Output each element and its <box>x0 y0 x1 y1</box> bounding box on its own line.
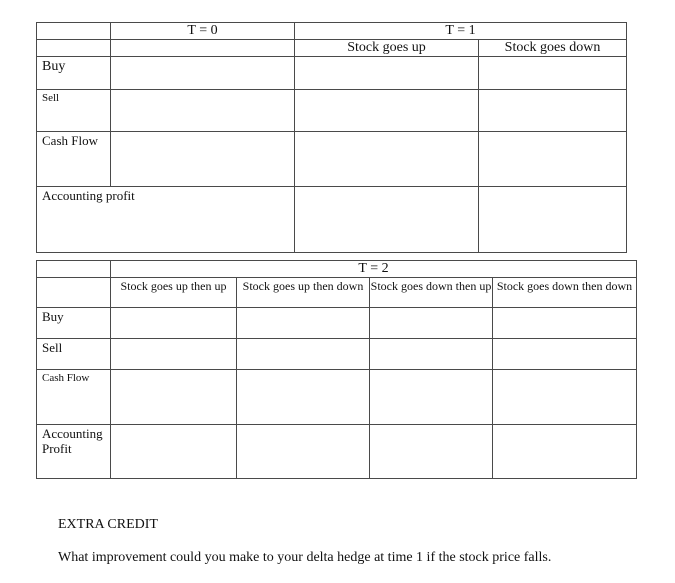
row-label-buy: Buy <box>37 308 111 339</box>
answer-cell[interactable] <box>111 90 295 132</box>
header-t1: T = 1 <box>295 23 627 40</box>
answer-cell[interactable] <box>111 339 237 370</box>
answer-cell[interactable] <box>295 187 479 253</box>
answer-cell[interactable] <box>370 370 493 425</box>
blank-cell <box>37 23 111 40</box>
answer-cell[interactable] <box>479 90 627 132</box>
header-stock-up: Stock goes up <box>295 40 479 57</box>
answer-cell[interactable] <box>111 308 237 339</box>
extra-credit-heading: EXTRA CREDIT <box>58 517 158 532</box>
row-label-buy: Buy <box>37 57 111 90</box>
answer-cell[interactable] <box>237 425 370 479</box>
answer-cell[interactable] <box>370 308 493 339</box>
header-t0: T = 0 <box>111 23 295 40</box>
answer-cell[interactable] <box>370 339 493 370</box>
answer-cell[interactable] <box>493 339 637 370</box>
answer-cell[interactable] <box>237 339 370 370</box>
blank-cell <box>111 40 295 57</box>
answer-cell[interactable] <box>493 425 637 479</box>
row-label-sell: Sell <box>37 339 111 370</box>
blank-cell <box>37 40 111 57</box>
answer-cell[interactable] <box>111 370 237 425</box>
answer-cell[interactable] <box>370 425 493 479</box>
answer-cell[interactable] <box>111 132 295 187</box>
header-up-then-down: Stock goes up then down <box>237 278 370 308</box>
header-down-then-up: Stock goes down then up <box>370 278 493 308</box>
header-up-then-up: Stock goes up then up <box>111 278 237 308</box>
worksheet-table-t0-t1 <box>36 22 627 253</box>
row-label-accounting-profit: Accounting Profit <box>37 425 111 479</box>
row-label-sell: Sell <box>37 90 111 132</box>
answer-cell[interactable] <box>237 370 370 425</box>
answer-cell[interactable] <box>111 57 295 90</box>
answer-cell[interactable] <box>493 308 637 339</box>
answer-cell[interactable] <box>479 187 627 253</box>
header-down-then-down: Stock goes down then down <box>493 278 637 308</box>
answer-cell[interactable] <box>479 57 627 90</box>
header-t2: T = 2 <box>111 261 637 278</box>
answer-cell[interactable] <box>479 132 627 187</box>
blank-cell <box>37 261 111 278</box>
answer-cell[interactable] <box>493 370 637 425</box>
answer-cell[interactable] <box>237 308 370 339</box>
answer-cell[interactable] <box>295 57 479 90</box>
extra-credit-question: What improvement could you make to your delta hedge at time 1 if the stock price falls. <box>58 550 552 565</box>
row-label-accounting-profit: Accounting profit <box>37 187 295 253</box>
row-label-cash-flow: Cash Flow <box>37 370 111 425</box>
header-stock-down: Stock goes down <box>479 40 627 57</box>
answer-cell[interactable] <box>295 90 479 132</box>
row-label-cash-flow: Cash Flow <box>37 132 111 187</box>
blank-cell <box>37 278 111 308</box>
worksheet-table-t2 <box>36 260 637 479</box>
answer-cell[interactable] <box>295 132 479 187</box>
answer-cell[interactable] <box>111 425 237 479</box>
